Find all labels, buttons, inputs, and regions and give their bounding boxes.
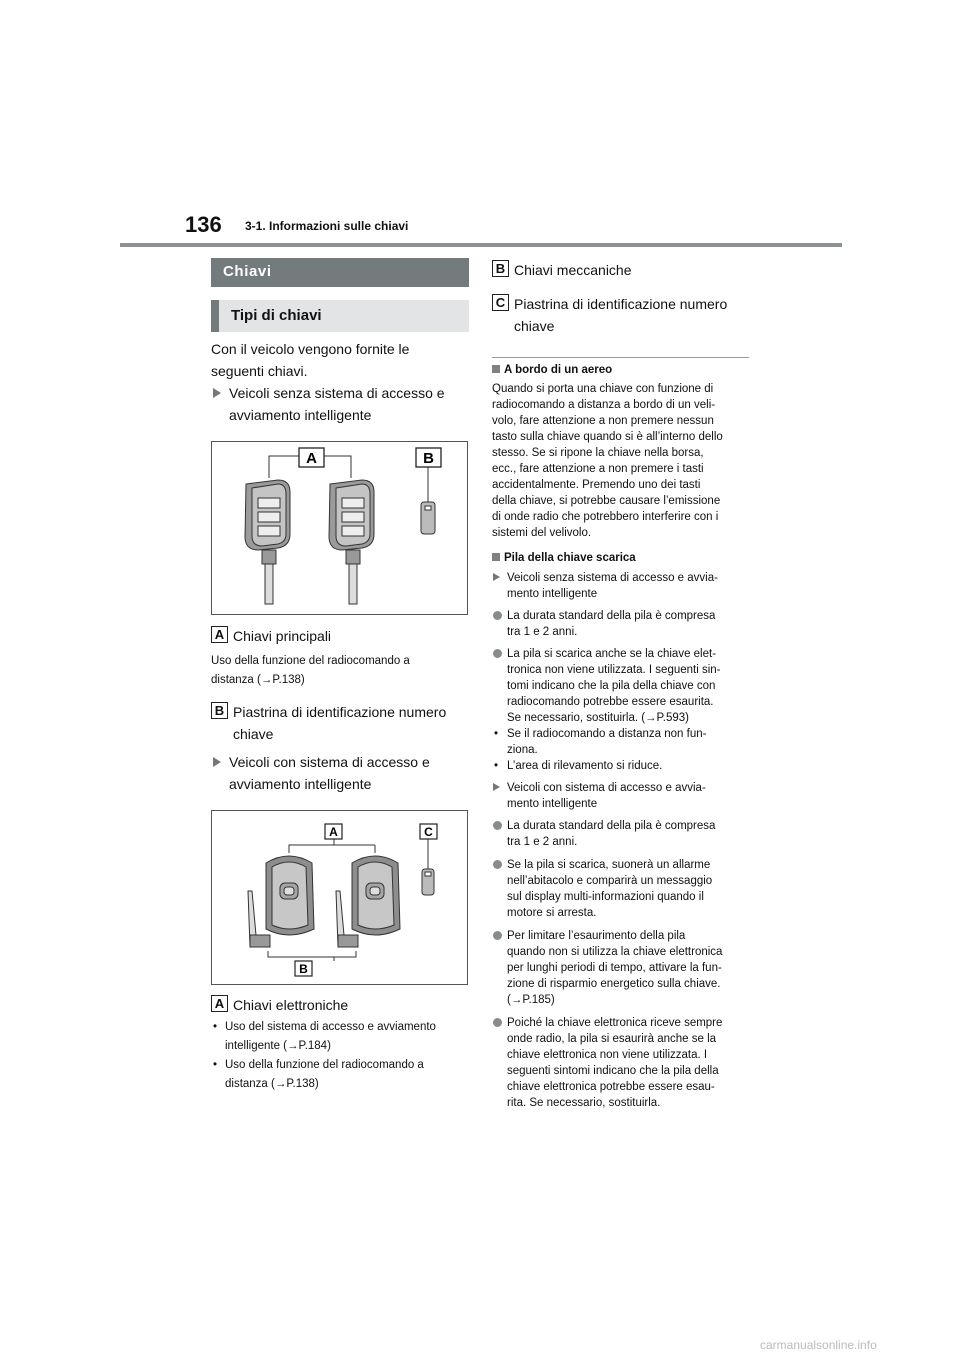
key-number-plate-icon	[421, 502, 435, 534]
variant-no-smart-key: Veicoli senza sistema di accesso e avviamento intelligente	[213, 382, 473, 426]
item-main-keys: Chiavi principali	[233, 628, 332, 644]
smart-key-icon	[336, 856, 400, 947]
running-header: 3-1. Informazioni sulle chiavi	[245, 219, 409, 233]
figure-keys-standard	[211, 441, 468, 615]
bullet-alarm: Se la pila si scarica, suonerà un allarme nell’abitacolo e comparirà un messaggio sul display multi-informazioni quando il motore si arresta.	[493, 857, 755, 921]
item-key-plate-2: Piastrina di identificazione numero chiave	[514, 296, 728, 334]
heading-pila: Pila della chiave scarica	[492, 550, 636, 566]
variant-no-smart-key-pila: Veicoli senza sistema di accesso e avvia- mento intelligente	[493, 570, 755, 602]
paragraph-aereo: Quando si porta una chiave con funzione di radiocomando a distanza a bordo di un veli- volo, fare attenzione a non premere nessun tasto sulla chiave quando si è all’interno dello stesso. Se si ripone la chiave nella borsa, ecc., fare attenzione a non premere i tasti accidentalmente. Premendo uno dei tasti della chiave, si potrebbe causare l’emissione di onde radio che potrebbero interferire con i sistemi del velivolo.	[492, 383, 723, 539]
watermark: carmanualsonline.info	[760, 1338, 877, 1352]
item-electronic-keys: Chiavi elettroniche	[233, 997, 349, 1013]
section-title-bar	[211, 258, 469, 287]
bullet-energy-saving: Per limitare l’esaurimento della pila quando non si utilizza la chiave elettronica per lunghi periodi di tempo, attivare la fun- zione di risparmio energetico sulla chiave. (→P.185)	[493, 928, 755, 1008]
callout-a: A	[329, 825, 338, 839]
smart-key-icon	[248, 856, 314, 947]
key-number-plate-icon	[422, 869, 434, 895]
bullet-battery-life-2: La durata standard della pila è compresa tra 1 e 2 anni.	[493, 818, 755, 850]
callout-a: A	[306, 450, 317, 467]
tag-c: C	[492, 294, 509, 311]
item-mechanical-keys: Chiavi meccaniche	[514, 262, 632, 278]
tag-a: A	[211, 995, 228, 1012]
smart-keys-illustration	[212, 811, 467, 984]
variant-smart-key-pila: Veicoli con sistema di accesso e avvia- mento intelligente	[493, 780, 755, 812]
subsection-title: Tipi di chiavi	[231, 307, 322, 324]
bullet-battery-life: La durata standard della pila è compresa tra 1 e 2 anni.	[493, 608, 755, 640]
variant-smart-key: Veicoli con sistema di accesso e avviamento intelligente	[213, 751, 473, 795]
key-icon	[329, 480, 374, 604]
tag-b: B	[492, 260, 509, 277]
item-key-plate: Piastrina di identificazione numero chiave	[233, 704, 447, 742]
intro-paragraph: Con il veicolo vengono fornite le seguenti chiavi.	[211, 341, 410, 379]
notes-electronic-keys: • Uso del sistema di accesso e avviamento intelligente (→P.184) • Uso della funzione del radiocomando a distanza (→P.138)	[213, 1021, 436, 1090]
heading-aereo: A bordo di un aereo	[492, 362, 612, 378]
symptom-list: • Se il radiocomando a distanza non fun- ziona. • L’area di rilevamento si riduce.	[494, 728, 707, 772]
callout-c: C	[424, 825, 433, 839]
subsection-title-bar	[211, 300, 469, 332]
callout-b: B	[423, 450, 434, 467]
section-divider	[492, 357, 749, 358]
tag-a: A	[211, 626, 228, 643]
note-remote-function: Uso della funzione del radiocomando a distanza (→P.138)	[211, 655, 410, 686]
section-title: Chiavi	[223, 263, 272, 280]
key-icon	[245, 480, 290, 604]
header-rule	[120, 243, 842, 247]
keys-illustration	[212, 442, 467, 614]
callout-b: B	[299, 962, 308, 976]
page-number: 136	[185, 212, 222, 237]
bullet-battery-drain: La pila si scarica anche se la chiave elet- tronica non viene utilizzata. I seguenti sin- tomi indicano che la pila della chiave con radiocomando potrebbe essere esaurita. Se necessario, sostituirla. (→P.593)	[493, 646, 755, 726]
tag-b: B	[211, 702, 228, 719]
figure-keys-smart	[211, 810, 468, 985]
bullet-radio-waves: Poiché la chiave elettronica riceve sempre onde radio, la pila si esaurirà anche se la chiave elettronica non viene utilizzata. I seguenti sintomi indicano che la pila della chiave elettronica potrebbe essere esau- rita. Se necessario, sostituirla.	[493, 1015, 755, 1111]
